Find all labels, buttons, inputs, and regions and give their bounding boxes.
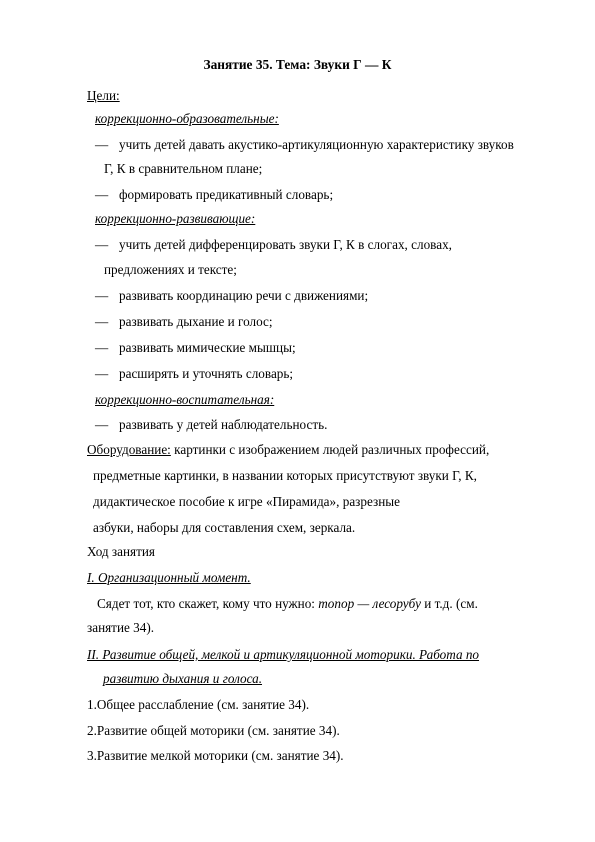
list-item: 2.Развитие общей моторики (см. занятие 34). <box>87 723 340 738</box>
equipment-paragraph: Оборудование: картинки с изображением людей различных профессий, <box>87 442 490 457</box>
dash-marker: — <box>95 237 109 252</box>
equipment-line: предметные картинки, в названии которых присутствуют звуки Г, К, <box>93 468 477 483</box>
list-item: — формировать предикативный словарь; <box>95 187 334 202</box>
list-item: — развивать у детей наблюдательность. <box>95 417 328 432</box>
lesson-title: Занятие 35. Тема: Звуки Г — К <box>203 57 392 72</box>
part2-heading-continuation: развитию дыхания и голоса. <box>103 671 263 686</box>
equipment-label: Оборудование: <box>87 442 171 457</box>
dash-marker: — <box>95 187 109 202</box>
list-item: — учить детей дифференцировать звуки Г, К в слогах, словах, <box>95 237 452 252</box>
dash-marker: — <box>95 137 109 152</box>
dash-marker: — <box>95 340 109 355</box>
dash-marker: — <box>95 314 109 329</box>
list-item-continuation: Г, К в сравнительном плане; <box>104 161 263 176</box>
list-item: 3.Развитие мелкой моторики (см. занятие 34). <box>87 748 344 763</box>
list-item: — учить детей давать акустико-артикуляционную характеристику звуков <box>95 137 514 152</box>
list-item: — развивать координацию речи с движениями; <box>95 288 369 303</box>
equipment-line: дидактическое пособие к игре «Пирамида», разрезные <box>93 494 400 509</box>
list-item: — развивать мимические мышцы; <box>95 340 296 355</box>
section-heading-educational: коррекционно-образовательные: <box>95 111 279 126</box>
list-item: — расширять и уточнять словарь; <box>95 366 294 381</box>
part1-text-continuation: занятие 34). <box>87 620 155 635</box>
part1-text: Сядет тот, кто скажет, кому что нужно: топор — лесорубу и т.д. (см. <box>97 596 478 611</box>
list-item: 1.Общее расслабление (см. занятие 34). <box>87 697 310 712</box>
list-item: — развивать дыхание и голос; <box>95 314 273 329</box>
section-heading-developmental: коррекционно-развивающие: <box>95 211 256 226</box>
equipment-line: азбуки, наборы для составления схем, зеркала. <box>93 520 356 535</box>
list-item-continuation: предложениях и тексте; <box>104 262 237 277</box>
dash-marker: — <box>95 288 109 303</box>
part1-heading: I. Организационный момент. <box>87 570 251 585</box>
goals-label: Цели: <box>87 88 120 103</box>
section-heading-upbringing: коррекционно-воспитательная: <box>95 392 275 407</box>
course-label: Ход занятия <box>87 544 155 559</box>
dash-marker: — <box>95 366 109 381</box>
dash-marker: — <box>95 417 109 432</box>
part2-heading: II. Развитие общей, мелкой и артикуляционной моторики. Работа по <box>87 647 480 662</box>
